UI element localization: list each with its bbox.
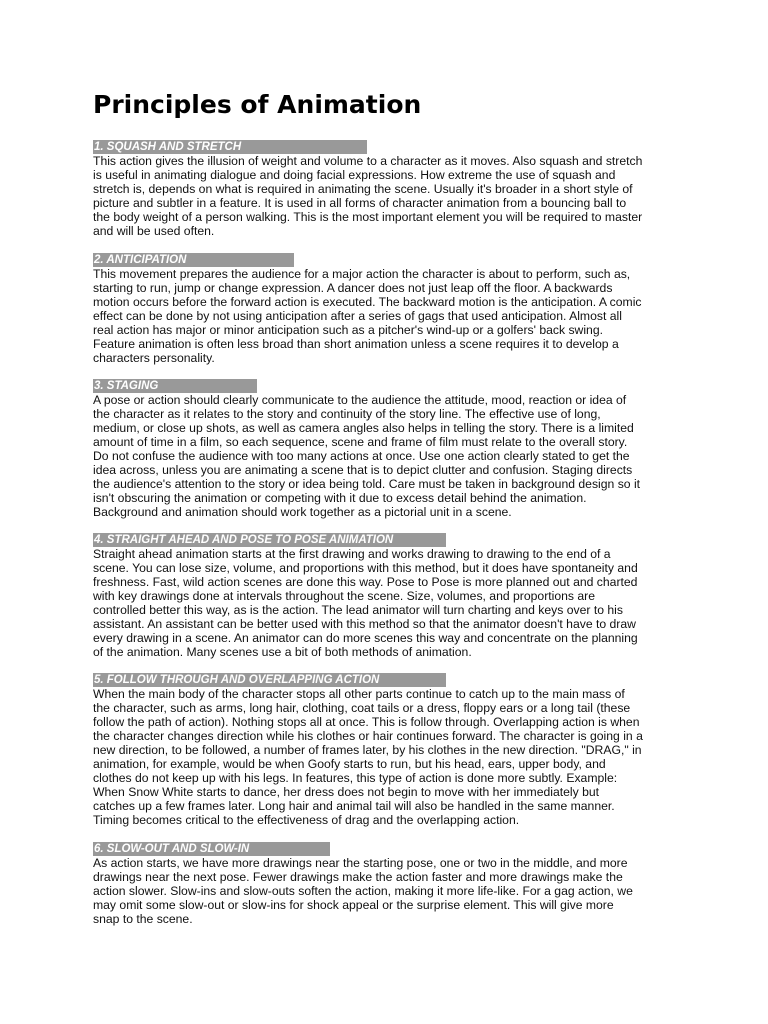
body-line: and will be used often. [93, 224, 215, 238]
document-title: Principles of Animation [93, 90, 422, 119]
body-line: Timing becomes critical to the effectiveness of drag and the overlapping action. [93, 813, 520, 827]
body-line: effect can be done by not using anticipation after a series of gags that used anticipation. Almost all [93, 309, 622, 323]
body-line: When the main body of the character stops all other parts continue to catch up to the main mass of [93, 687, 625, 701]
section-body [93, 547, 678, 659]
section-straight-ahead-pose-to-pose [93, 533, 678, 659]
section-follow-through-overlapping [93, 673, 678, 827]
section-body [93, 154, 678, 238]
section-squash-and-stretch [93, 140, 678, 238]
body-line: controlled better this way, as is the action. The lead animator will turn charting and keys over to his [93, 603, 623, 617]
body-line: When Snow White starts to dance, her dress does not begin to move with her immediately but [93, 785, 600, 799]
body-line: clothes do not keep up with his legs. In features, this type of action is done more subtly. Example: [93, 771, 618, 785]
body-line: new direction, to be followed, a number of frames later, by his clothes in the new direction. "DRAG," in [93, 743, 642, 757]
body-line: A pose or action should clearly communicate to the audience the attitude, mood, reaction or idea of [93, 393, 627, 407]
body-line: with key drawings done at intervals throughout the scene. Size, volumes, and proportions are [93, 589, 596, 603]
section-staging [93, 379, 678, 519]
section-heading: 4. STRAIGHT AHEAD AND POSE TO POSE ANIMATION [93, 533, 446, 547]
body-line: idea across, unless you are animating a scene that is to depict clutter and confusion. Staging directs [93, 463, 633, 477]
body-line: the body weight of a person walking. This is the most important element you will be required to master [93, 210, 643, 224]
body-line: assistant. An assistant can be better used with this method so that the animator doesn't have to draw [93, 617, 636, 631]
section-anticipation [93, 253, 678, 365]
body-line: follow the path of action). Nothing stops all at once. This is follow through. Overlapping action is when [93, 715, 640, 729]
body-line: the character as it relates to the story and continuity of the story line. The effective use of long, [93, 407, 601, 421]
body-line: starting to run, jump or change expression. A dancer does not just leap off the floor. A backwards [93, 281, 613, 295]
body-line: every drawing in a scene. An animator can do more scenes this way and concentrate on the planning [93, 631, 638, 645]
body-line: medium, or close up shots, as well as camera angles also helps in telling the story. There is a limited [93, 421, 634, 435]
body-line: characters personality. [93, 351, 215, 365]
body-line: Do not confuse the audience with too many actions at once. Use one action clearly stated to get the [93, 449, 630, 463]
body-line: may omit some slow-out or slow-ins for shock appeal or the surprise element. This will give more [93, 898, 614, 912]
body-line: catches up a few frames later. Long hair and animal tail will also be handled in the same manner. [93, 799, 615, 813]
section-heading: 2. ANTICIPATION [93, 253, 294, 267]
section-heading: 1. SQUASH AND STRETCH [93, 140, 367, 154]
body-line: Feature animation is often less broad than short animation unless a scene requires it to develop a [93, 337, 619, 351]
body-line: action slower. Slow-ins and slow-outs soften the action, making it more life-like. For a gag action, we [93, 884, 633, 898]
body-line: snap to the scene. [93, 912, 193, 926]
body-line: picture and subtler in a feature. It is used in all forms of character animation from a bouncing ball to [93, 196, 627, 210]
body-line: animation, for example, would be when Goofy starts to run, but his head, ears, upper body, and [93, 757, 606, 771]
body-line: the character, such as arms, long hair, clothing, coat tails or a dress, floppy ears or a long tail (these [93, 701, 631, 715]
section-body [93, 267, 678, 365]
body-line: isn't obscuring the animation or competing with it due to excess detail behind the animation. [93, 491, 587, 505]
body-line: the audience's attention to the story or idea being told. Care must be taken in background design so it [93, 477, 641, 491]
section-body [93, 393, 678, 519]
body-line: motion occurs before the forward action is executed. The backward motion is the anticipation. A comic [93, 295, 642, 309]
body-line: As action starts, we have more drawings near the starting pose, one or two in the middle, and more [93, 856, 628, 870]
section-heading: 6. SLOW-OUT AND SLOW-IN [93, 842, 330, 856]
body-line: is useful in animating dialogue and doing facial expressions. How extreme the use of squash and [93, 168, 616, 182]
body-line: the character changes direction while his clothes or hair continues forward. The character is going in a [93, 729, 643, 743]
body-line: real action has major or minor anticipation such as a pitcher's wind-up or a golfers' back swing. [93, 323, 604, 337]
body-line: This action gives the illusion of weight and volume to a character as it moves. Also squash and stretch [93, 154, 643, 168]
body-line: drawings near the next pose. Fewer drawings make the action faster and more drawings make the [93, 870, 623, 884]
section-heading: 3. STAGING [93, 379, 257, 393]
body-line: This movement prepares the audience for a major action the character is about to perform, such as, [93, 267, 631, 281]
body-line: of the animation. Many scenes use a bit of both methods of animation. [93, 645, 472, 659]
section-body [93, 856, 678, 926]
body-line: amount of time in a film, so each sequence, scene and frame of film must relate to the overall story. [93, 435, 628, 449]
section-slow-out-slow-in [93, 842, 678, 926]
section-heading: 5. FOLLOW THROUGH AND OVERLAPPING ACTION [93, 673, 446, 687]
body-line: Straight ahead animation starts at the first drawing and works drawing to drawing to the end of a [93, 547, 611, 561]
body-line: scene. You can lose size, volume, and proportions with this method, but it does have spontaneity and [93, 561, 638, 575]
body-line: freshness. Fast, wild action scenes are done this way. Pose to Pose is more planned out and charted [93, 575, 638, 589]
section-body [93, 687, 678, 827]
body-line: Background and animation should work together as a pictorial unit in a scene. [93, 505, 512, 519]
body-line: stretch is, depends on what is required in animating the scene. Usually it's broader in a short style of [93, 182, 633, 196]
